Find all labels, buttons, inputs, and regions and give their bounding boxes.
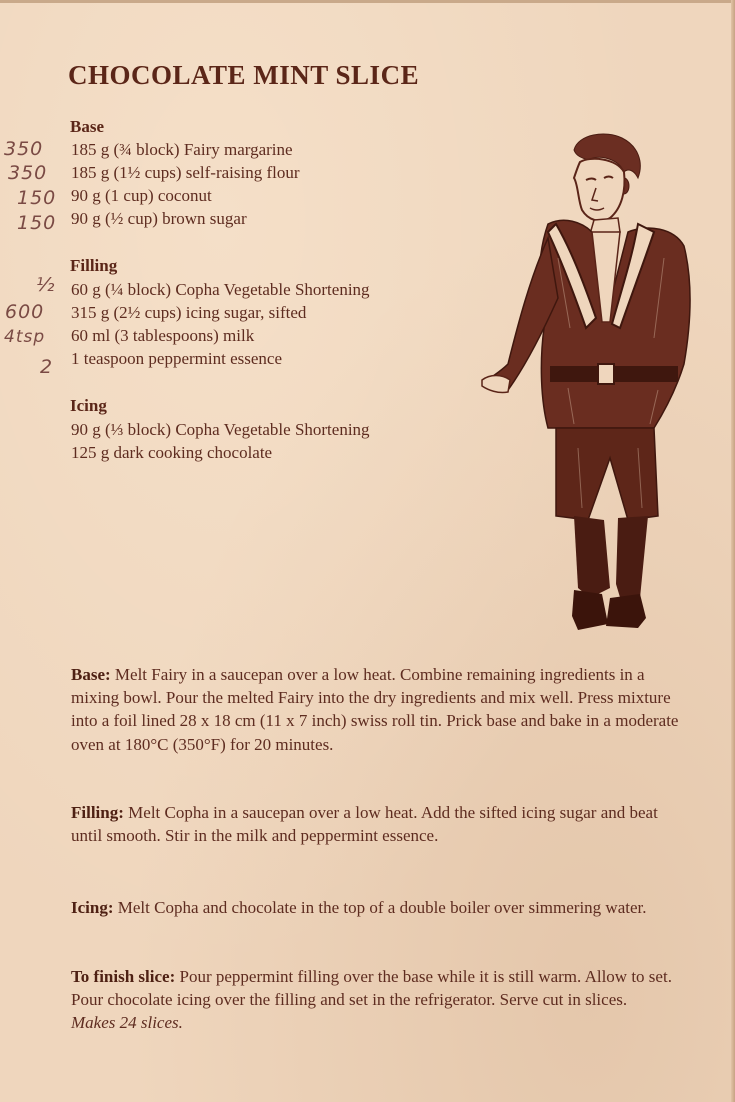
method-filling-text: Melt Copha in a saucepan over a low heat. Add the sifted icing sugar and beat until smooth. Stir in the milk and peppermint essence. [71, 803, 658, 846]
method-icing [71, 896, 691, 919]
method-finish-label: To finish slice: [71, 967, 176, 986]
handwritten-note: 4tsp [4, 327, 46, 347]
method-filling-label: Filling: [71, 803, 124, 822]
method-base-text: Melt Fairy in a saucepan over a low heat. Combine remaining ingredients in a mixing bowl. Pour the melted Fairy into the dry ingredients and mix well. Press mixture into a foil lined 28 x 18 cm (11 x 7 inch) swiss roll tin. Prick base and bake in a moderate oven at 180°C (350°F) for 20 minutes. [71, 665, 679, 754]
handwritten-note: ½ [36, 274, 56, 296]
filling-ingredient-1: 60 g (¼ block) Copha Vegetable Shortening [71, 280, 370, 299]
method-icing-text: Melt Copha and chocolate in the top of a double boiler over simmering water. [113, 898, 647, 917]
handwritten-note: 600 [5, 301, 45, 323]
page-edge [0, 0, 735, 3]
handwritten-note: 2 [40, 356, 54, 378]
base-ingredient-3: 90 g (1 cup) coconut [71, 186, 212, 205]
boy-in-suit-engraving-icon [478, 128, 700, 640]
icing-heading: Icing [70, 396, 107, 415]
method-icing-label: Icing: [71, 898, 114, 917]
icing-ingredient-1: 90 g (⅓ block) Copha Vegetable Shortening [71, 420, 370, 439]
base-ingredient-2: 185 g (1½ cups) self-raising flour [71, 163, 300, 182]
recipe-title: CHOCOLATE MINT SLICE [68, 60, 420, 90]
method-finish-text: Pour peppermint filling over the base while it is still warm. Allow to set. Pour chocolate icing over the filling and set in the refrigerator. Serve cut in slices. [71, 967, 672, 1010]
icing-ingredient-2: 125 g dark cooking chocolate [71, 443, 273, 462]
filling-ingredient-2: 315 g (2½ cups) icing sugar, sifted [71, 303, 307, 322]
handwritten-note: 350 [8, 162, 48, 184]
recipe-yield: Makes 24 slices. [71, 1013, 183, 1033]
handwritten-note: 350 [4, 138, 44, 160]
base-heading: Base [70, 117, 104, 136]
base-ingredient-1: 185 g (¾ block) Fairy margarine [71, 140, 293, 159]
method-base [71, 663, 691, 756]
base-ingredient-4: 90 g (½ cup) brown sugar [71, 209, 247, 228]
filling-ingredient-4: 1 teaspoon peppermint essence [71, 349, 283, 368]
filling-heading: Filling [70, 256, 118, 275]
filling-ingredient-3: 60 ml (3 tablespoons) milk [71, 326, 255, 345]
method-finish [71, 965, 691, 1035]
handwritten-note: 150 [17, 212, 57, 234]
page-edge-right [731, 0, 735, 1102]
method-base-label: Base: [71, 665, 111, 684]
handwritten-note: 150 [17, 187, 57, 209]
method-filling [71, 801, 691, 847]
